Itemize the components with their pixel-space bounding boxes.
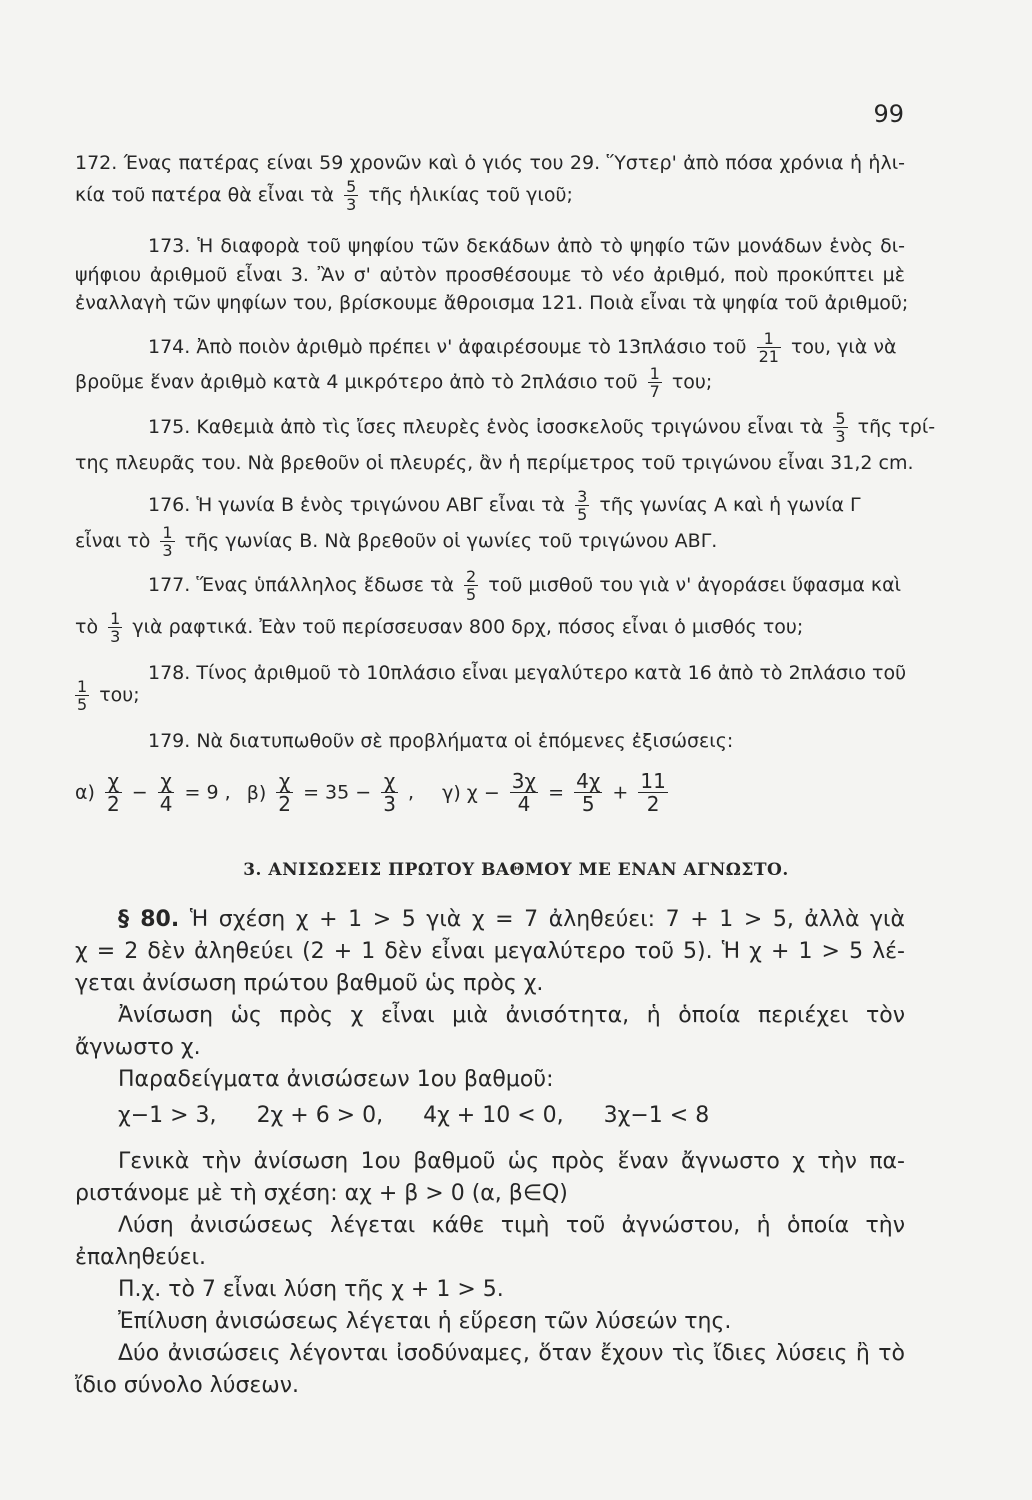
fraction-denominator: 5 xyxy=(577,505,588,524)
section-80-line-4: Ἀνίσωση ὡς πρὸς χ εἶναι μιὰ ἀνισότητα, ἡ ὁποία περιέχει τὸν xyxy=(118,1003,905,1028)
problem-174-text-d: του; xyxy=(671,371,713,393)
fraction-numerator: 1 xyxy=(110,609,121,628)
problem-173-line-1: 173. Ἡ διαφορὰ τοῦ ψηφίου τῶν δεκάδων ἀπὸ τὸ ψηφίο τῶν μονάδων ἑνὸς δι- xyxy=(148,235,905,257)
fraction xyxy=(105,770,122,815)
section-80-line-7: Γενικὰ τὴν ἀνίσωση 1ου βαθμοῦ ὡς πρὸς ἕναν ἄγνωστο χ τὴν πα- xyxy=(118,1149,905,1174)
section-80-text-1: Ἡ σχέση χ + 1 > 5 γιὰ χ = 7 ἀληθεύει: 7 + 1 > 5, ἀλλὰ γιὰ xyxy=(189,907,906,932)
section-80-line-6: Παραδείγματα ἀνισώσεων 1ου βαθμοῦ: xyxy=(118,1067,554,1092)
fraction-numerator: 5 xyxy=(835,409,846,428)
section-heading: 3. ΑΝΙΣΩΣΕΙΣ ΠΡΩΤΟΥ ΒΑΘΜΟΥ ΜΕ ΕΝΑΝ ΑΓΝΩΣΤΟ. xyxy=(243,860,789,880)
fraction-denominator: 3 xyxy=(162,541,173,560)
equation-c-label: γ) χ − xyxy=(442,781,500,804)
fraction xyxy=(158,770,175,815)
fraction xyxy=(160,524,174,559)
problem-177-text-a: 177. Ἕνας ὑπάλληλος ἔδωσε τὰ xyxy=(148,574,454,596)
fraction xyxy=(510,770,538,815)
fraction-denominator: 2 xyxy=(646,792,660,816)
section-80-line-5: ἄγνωστο χ. xyxy=(75,1035,201,1060)
section-80-line-9: Λύση ἀνισώσεως λέγεται κάθε τιμὴ τοῦ ἀγνώστου, ἡ ὁποία τὴν xyxy=(118,1213,905,1238)
fraction-numerator: 1 xyxy=(77,677,88,696)
problem-174-text-c: βροῦμε ἕναν ἀριθμὸ κατὰ 4 μικρότερο ἀπὸ τὸ 2πλάσιο τοῦ xyxy=(75,371,638,393)
equation-b-mid: = 35 − xyxy=(303,781,372,804)
fraction-denominator: 2 xyxy=(106,792,120,816)
fraction-denominator: 3 xyxy=(383,792,396,816)
fraction-numerator: 5 xyxy=(346,177,357,196)
fraction-numerator: 1 xyxy=(162,523,173,542)
problem-174-text-b: του, γιὰ νὰ xyxy=(790,336,897,358)
problem-173-line-3: ἐναλλαγὴ τῶν ψηφίων του, βρίσκουμε ἄθροισμα 121. Ποιὰ εἶναι τὰ ψηφία τοῦ ἀριθμοῦ; xyxy=(75,292,909,314)
problem-172-line-2 xyxy=(75,178,905,213)
fraction xyxy=(75,678,89,713)
problem-176-text-c: εἶναι τὸ xyxy=(75,530,151,552)
fraction xyxy=(648,365,662,400)
problem-174-line-2 xyxy=(75,365,905,400)
fraction-numerator: 2 xyxy=(466,567,477,586)
section-80-line-1 xyxy=(118,905,905,935)
problem-176-text-a: 176. Ἡ γωνία Β ἑνὸς τριγώνου ΑΒΓ εἶναι τὰ xyxy=(148,494,566,516)
problem-173-line-2: ψήφιου ἀριθμοῦ εἶναι 3. Ἂν σ' αὐτὸν προσθέσουμε τὸ νέο ἀριθμό, ποὺ προκύπτει μὲ xyxy=(75,264,905,286)
section-80-line-13: Δύο ἀνισώσεις λέγονται ἰσοδύναμες, ὅταν ἔχουν τὶς ἴδιες λύσεις ἢ τὸ xyxy=(118,1341,905,1366)
fraction-numerator: χ xyxy=(105,770,122,793)
problem-176-text-d: τῆς γωνίας Β. Νὰ βρεθοῦν οἱ γωνίες τοῦ τριγώνου ΑΒΓ. xyxy=(184,530,718,552)
fraction-denominator: 5 xyxy=(77,695,88,714)
section-number: § 80. xyxy=(118,907,180,932)
page-number: 99 xyxy=(873,100,904,128)
problem-177-line-2 xyxy=(75,610,905,645)
inequality-examples xyxy=(118,1103,749,1128)
inequality-example: χ−1 > 3, xyxy=(118,1103,217,1128)
equation-a-minus: − xyxy=(131,781,148,804)
problem-174-text-a: 174. Ἀπὸ ποιὸν ἀριθμὸ πρέπει ν' ἀφαιρέσουμε τὸ 13πλάσιο τοῦ xyxy=(148,336,747,358)
equation-b-label: β) xyxy=(246,781,267,804)
problem-178-line-1: 178. Τίνος ἀριθμοῦ τὸ 10πλάσιο εἶναι μεγαλύτερο κατὰ 16 ἀπὸ τὸ 2πλάσιο τοῦ xyxy=(148,662,907,684)
section-80-line-8: ριστάνομε μὲ τὴ σχέση: αχ + β > 0 (α, β∈Q) xyxy=(75,1181,568,1206)
fraction-denominator: 4 xyxy=(159,792,173,816)
fraction-numerator: 1 xyxy=(649,364,660,383)
fraction-numerator: χ xyxy=(276,770,293,793)
problem-175-line-1 xyxy=(148,409,936,446)
fraction-numerator: 3 xyxy=(577,487,588,506)
inequality-example: 4χ + 10 < 0, xyxy=(423,1103,564,1128)
section-80-line-3: γεται ἀνίσωση πρώτου βαθμοῦ ὡς πρὸς χ. xyxy=(75,971,544,996)
section-80-line-2: χ = 2 δὲν ἀληθεύει (2 + 1 δὲν εἶναι μεγαλύτερο τοῦ 5). Ἡ χ + 1 > 5 λέ- xyxy=(75,939,905,964)
problem-176-line-1 xyxy=(148,488,905,523)
equation-b-comma: , xyxy=(408,781,415,804)
fraction xyxy=(108,610,122,645)
problem-179-line-1: 179. Νὰ διατυπωθοῦν σὲ προβλήματα οἱ ἑπόμενες ἐξισώσεις: xyxy=(148,730,734,752)
fraction-numerator: 4χ xyxy=(576,769,601,793)
equation-c-plus: + xyxy=(612,781,629,804)
section-80-line-11: Π.χ. τὸ 7 εἶναι λύση τῆς χ + 1 > 5. xyxy=(118,1277,504,1302)
fraction xyxy=(833,410,847,445)
fraction xyxy=(344,178,358,213)
problem-177-text-b: τοῦ μισθοῦ του γιὰ ν' ἀγοράσει ὕφασμα καὶ xyxy=(488,574,902,596)
problem-178-text-b: του; xyxy=(99,684,140,706)
problem-177-text-d: γιὰ ραφτικά. Ἐὰν τοῦ περίσσευσαν 800 δρχ, πόσος εἶναι ὁ μισθός του; xyxy=(132,616,804,638)
inequality-example: 3χ−1 < 8 xyxy=(603,1103,710,1128)
equation-c-eq: = xyxy=(548,781,565,804)
fraction-denominator: 5 xyxy=(581,792,595,816)
section-80-line-10: ἐπαληθεύει. xyxy=(75,1245,207,1270)
problem-179-equations xyxy=(75,770,672,815)
fraction xyxy=(464,568,478,603)
problem-174-line-1 xyxy=(148,330,905,365)
fraction-numerator: 11 xyxy=(640,769,666,793)
fraction xyxy=(574,770,602,815)
fraction-denominator: 4 xyxy=(517,792,531,816)
section-80-line-14: ἴδιο σύνολο λύσεων. xyxy=(75,1373,299,1398)
fraction-denominator: 3 xyxy=(346,195,357,214)
fraction-denominator: 5 xyxy=(466,585,477,604)
problem-172-line-1: 172. Ένας πατέρας είναι 59 χρονῶν καὶ ὁ γιός του 29. Ὕστερ' ἀπὸ πόσα χρόνια ἡ ἡλι- xyxy=(75,152,905,174)
fraction xyxy=(381,770,398,815)
inequality-example: 2χ + 6 > 0, xyxy=(256,1103,384,1128)
fraction-numerator: 3χ xyxy=(511,769,537,793)
fraction-denominator: 2 xyxy=(278,792,292,816)
fraction-numerator: χ xyxy=(158,770,175,793)
problem-178-line-2 xyxy=(75,678,905,713)
problem-176-line-2 xyxy=(75,524,905,559)
fraction-numerator: 1 xyxy=(757,330,781,348)
fraction-denominator: 21 xyxy=(758,347,779,366)
problem-172-text-a: κία τοῦ πατέρα θὰ εἶναι τὰ xyxy=(75,184,335,206)
fraction-denominator: 7 xyxy=(649,382,660,401)
section-80-line-12: Ἐπίλυση ἀνισώσεως λέγεται ἡ εὕρεση τῶν λύσεών της. xyxy=(118,1309,732,1334)
fraction xyxy=(276,770,293,815)
equation-a-label: α) xyxy=(75,781,95,804)
fraction xyxy=(638,770,667,815)
problem-176-text-b: τῆς γωνίας Α καὶ ἡ γωνία Γ xyxy=(599,494,861,516)
problem-175-text-b: τῆς τρί- xyxy=(857,416,936,438)
problem-175-line-2: της πλευρᾶς του. Νὰ βρεθοῦν οἱ πλευρές, ἂν ἡ περίμετρος τοῦ τριγώνου εἶναι 31,2 cm. xyxy=(75,452,914,474)
fraction-denominator: 3 xyxy=(110,627,121,646)
fraction-denominator: 3 xyxy=(835,427,846,446)
fraction-numerator: χ xyxy=(381,770,398,793)
equation-a-rest: = 9 , xyxy=(184,781,231,804)
problem-177-text-c: τὸ xyxy=(75,616,99,638)
fraction xyxy=(757,330,781,365)
problem-175-text-a: 175. Καθεμιὰ ἀπὸ τὶς ἴσες πλευρὲς ἑνὸς ἰσοσκελοῦς τριγώνου εἶναι τὰ xyxy=(148,416,824,438)
problem-177-line-1 xyxy=(148,568,905,603)
fraction xyxy=(575,488,589,523)
problem-172-text-b: τῆς ἡλικίας τοῦ γιοῦ; xyxy=(368,184,573,206)
